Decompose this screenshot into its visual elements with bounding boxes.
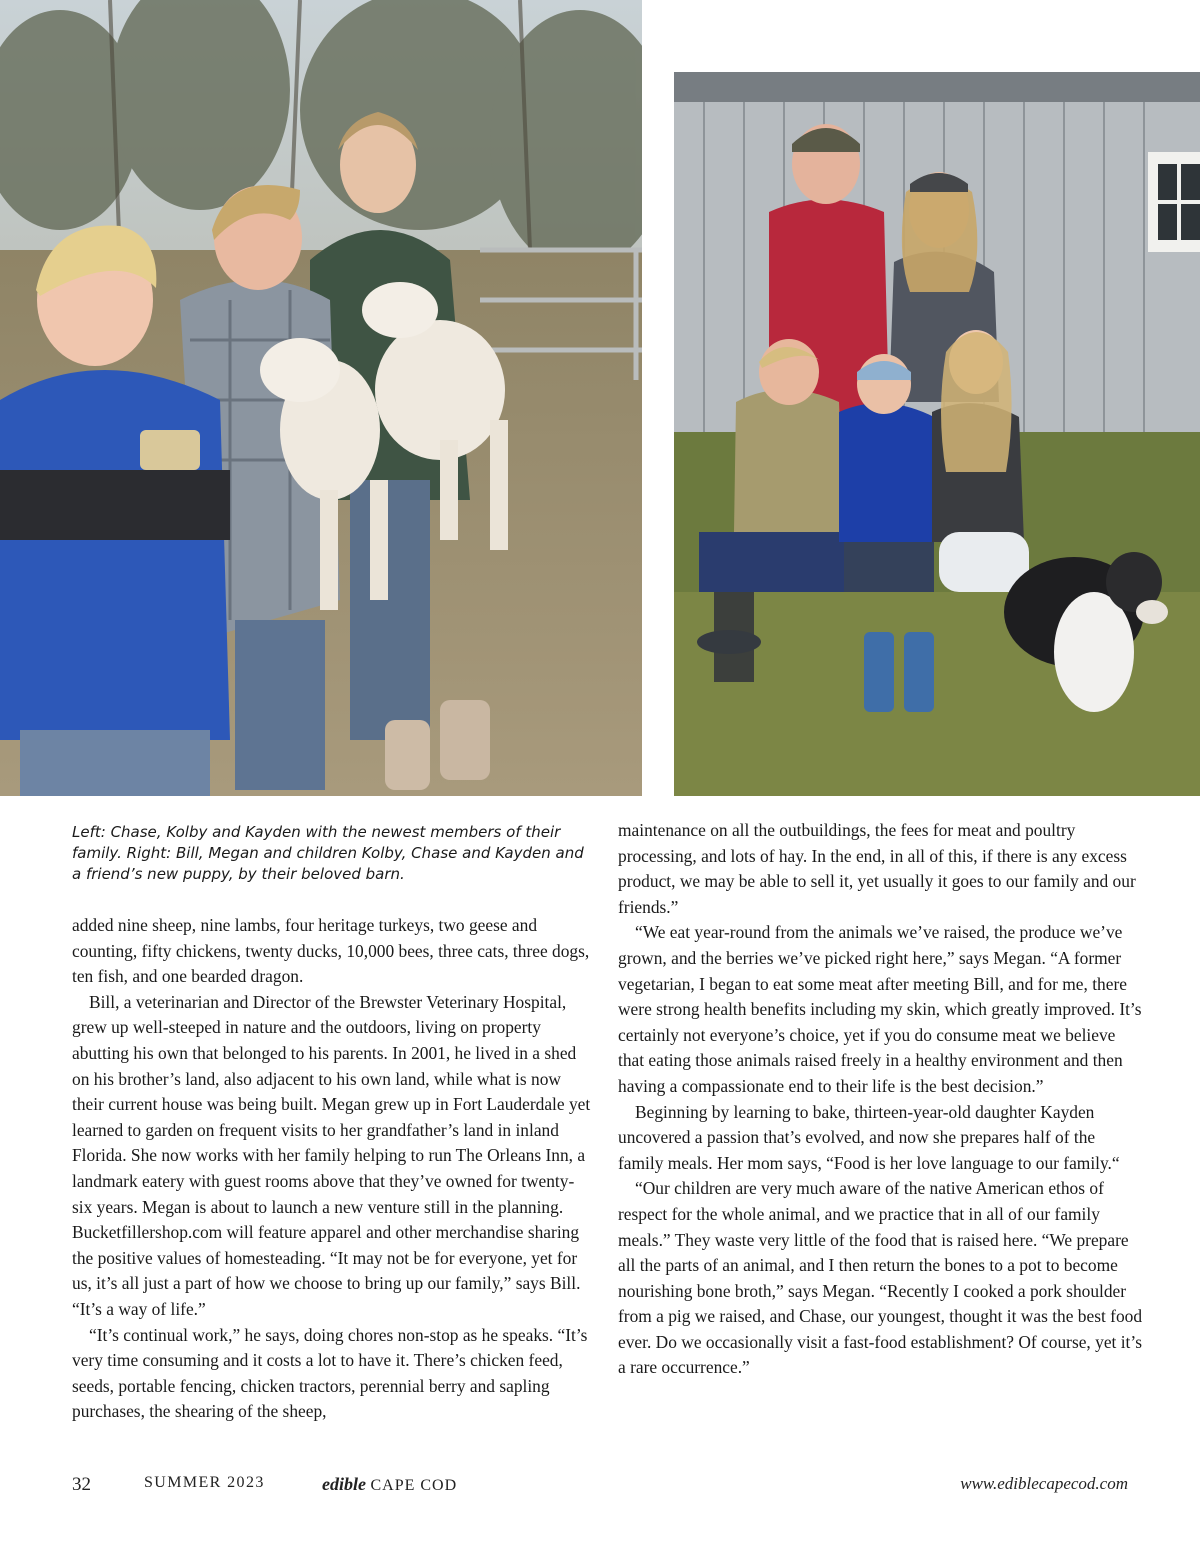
paragraph: Beginning by learning to bake, thirteen-year-old daughter Kayden uncovered a passion that’s evolved, and now she prepares half of the family meals. Her mom says, “Food is her love language to our family.“ [618, 1101, 1120, 1173]
paragraph: “It’s continual work,” he says, doing chores non-stop as he speaks. “It’s very time consuming and it costs a lot to have it. There’s chicken feed, seeds, portable fencing, chicken tractors, perennial berry and sapling purchases, the shearing of the sheep, [72, 1324, 588, 1422]
paragraph: added nine sheep, nine lambs, four heritage turkeys, two geese and counting, fifty chickens, twenty ducks, 10,000 bees, three cats, three dogs, ten fish, and one bearded dragon. [72, 915, 590, 987]
article-column-right [618, 818, 1143, 1381]
paragraph: maintenance on all the outbuildings, the fees for meat and poultry processing, and lots of hay. In the end, in all of this, if there is any excess product, we may be able to sell it, yet usually it goes to our family and our friends.” [618, 820, 1136, 917]
page-number: 32 [72, 1474, 91, 1495]
paragraph: Bill, a veterinarian and Director of the Brewster Veterinary Hospital, grew up well-steeped in nature and the outdoors, living on property abutting his own that belonged to his parents. In 2001, he lived in a shed on his brother’s land, also adjacent to his own land, while what is now their current house was being built. Megan grew up in Fort Lauderdale yet learned to garden on frequent visits to her grandfather’s land in inland Florida. She now works with her family helping to run The Orleans Inn, a landmark eatery with guest rooms above that they’ve owned for twenty-six years. Megan is about to launch a new venture still in the planning. Bucketfillershop.com will feature apparel and other merchandise sharing the positive values of homesteading. “It may not be for everyone, yet for us, it’s all just a part of how we choose to bring up our family,” says Bill. “It’s a way of life.” [72, 991, 591, 1319]
paragraph: “We eat year-round from the animals we’ve raised, the produce we’ve grown, and the berries we’ve picked right here,” says Megan. “A former vegetarian, I began to eat some meat after meeting Bill, and for me, there were strong health benefits including my skin, which greatly improved. It’s certainly not everyone’s choice, yet if you do consume meat we believe that eating those animals raised freely in a healthy environment and then having a compassionate end to their life is the best decision.” [618, 922, 1142, 1096]
website-link[interactable]: www.ediblecapecod.com [960, 1474, 1128, 1493]
photo-caption: Left: Chase, Kolby and Kayden with the newest members of their family. Right: Bill, Megan and children Kolby, Chase and Kayden and a friend’s new puppy, by their beloved barn. [72, 823, 584, 883]
magazine-brand [322, 1474, 457, 1500]
article-column-left [72, 913, 592, 1425]
photo-family-by-barn [674, 72, 1200, 796]
paragraph: “Our children are very much aware of the native American ethos of respect for the whole animal, and we practice that in all of our family meals.” They waste very little of the food that is raised here. “We prepare all the parts of an animal, and I then return the bones to a pot to become nourishing bone broth,” says Megan. “Recently I cooked a pork shoulder from a pig we raised, and Chase, our youngest, thought it was the best food ever. Do we occasionally visit a fast-food establishment? Of course, yet it’s a rare occurrence.” [618, 1178, 1143, 1378]
issue-label: SUMMER 2023 [144, 1474, 265, 1491]
brand-edible: edible [322, 1474, 366, 1494]
photo-children-with-lambs [0, 0, 642, 796]
brand-cape-cod: CAPE COD [370, 1477, 458, 1494]
